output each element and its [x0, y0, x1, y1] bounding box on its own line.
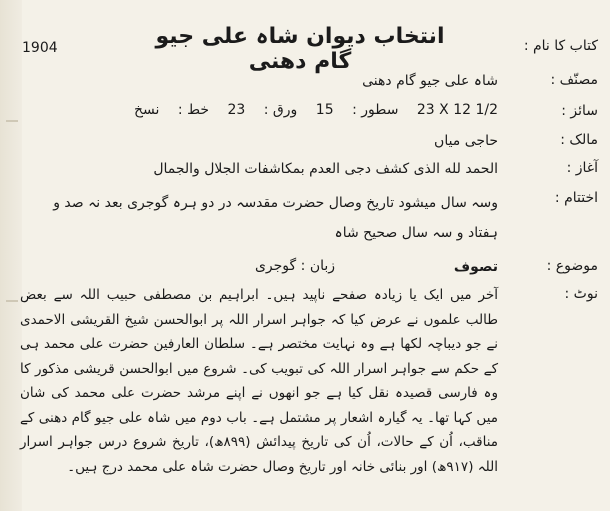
- author-value: شاہ علی جیو گام دھنی: [362, 73, 498, 89]
- language-label: زبان :: [300, 258, 336, 274]
- edge-mark: [6, 120, 18, 122]
- beginning-value: الحمد لله الذی کشف دجی العدم بمکاشفات الجلال والجمال: [153, 161, 498, 177]
- language-field: [225, 258, 365, 274]
- language-value: گوجری: [254, 258, 297, 274]
- adjacent-card-edge: [0, 0, 22, 511]
- owner-label: مالک :: [560, 132, 598, 148]
- card-title: انتخاب دیوان شاہ علی جیو گام دھنی: [155, 24, 445, 74]
- note-paragraph: آخر میں ایک یا زیادہ صفحے ناپید ہیں۔ ابراہیم بن مصطفی حبیب اللہ سے بعض طالب علموں نے عرض کیا کہ جواہر اسرار اللہ پر ابوالحسن شیخ القریشی الاحمدی نے جو دیباچہ لکھا ہے وہ نہایت مختصر ہے۔ سلطان العارفین حضرت علی محمد ہی کے حکم سے جواہر اسرار اللہ کی تبویب کی۔ شروع میں ابوالحسن قریشی مذکور کا وہ فارسی قصیدہ نقل کیا ہے جو انھوں نے اپنے مرشد حضرت علی محمد کی شان میں کہا تھا۔ یہ گیارہ اشعار پر مشتمل ہے۔ باب دوم میں شاہ علی جیو گام دھنی کے مناقب، اُن کے حالات، اُن کی تاریخ پیدائش (۸۹۹ھ)، تاریخ شروع درس جواہر اسرار اللہ (۹۱۷ھ) اور بنائی خانہ اور تاریخ وصال حضرت شاہ علی محمد درج ہیں۔: [20, 287, 498, 475]
- lines-value: 15: [315, 102, 334, 118]
- edge-mark: [6, 300, 18, 302]
- ending-label: اختتام :: [554, 190, 598, 206]
- size-row: [26, 102, 498, 118]
- owner-value: حاجی میاں: [434, 133, 498, 149]
- ending-value: وسہ سال میشود تاریخ وصال حضرت مقدسہ در دو ہرہ گوجری بعد نہ صد و ہفتاد و سہ سال صحیح شاہ: [53, 195, 498, 241]
- author-label: مصنّف :: [550, 72, 598, 88]
- script-value: نسخ: [134, 102, 160, 118]
- size-label: سائز :: [561, 103, 598, 119]
- beginning-label: آغاز :: [566, 160, 598, 176]
- note-body: [20, 283, 498, 479]
- pages-label: ورق :: [263, 102, 298, 118]
- note-label: نوٹ :: [564, 286, 598, 302]
- subject-value: تصوف: [453, 259, 498, 275]
- catalog-year: 1904: [22, 40, 58, 56]
- size-value: 23 X 12 1/2: [416, 102, 498, 118]
- book-name-label: کتاب کا نام :: [523, 38, 598, 54]
- script-label: خط :: [177, 102, 210, 118]
- pages-value: 23: [227, 102, 246, 118]
- subject-label: موضوع :: [546, 258, 598, 274]
- lines-label: سطور :: [352, 102, 399, 118]
